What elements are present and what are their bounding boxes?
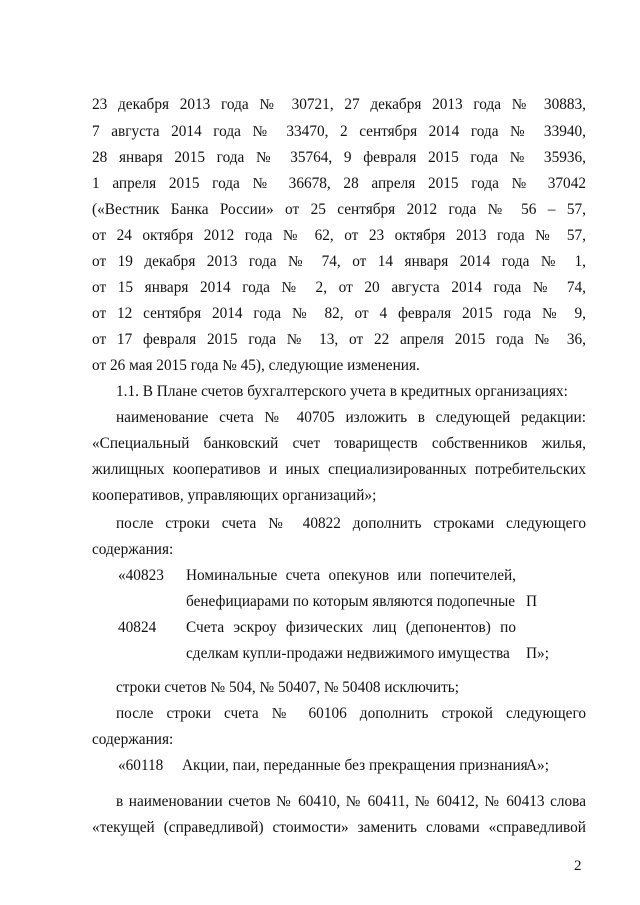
account-name: Номинальные счета опекунов или попечителей, — [186, 567, 516, 584]
text-line: «текущей (справедливой) стоимости» заменить словами «справедливой — [92, 819, 586, 836]
text-line: «Специальный банковский счет товариществ собственников жилья, — [92, 435, 586, 452]
text-line: жилищных кооперативов и иных специализированных потребительских — [92, 461, 586, 478]
account-type: П»; — [526, 645, 549, 662]
account-type: А»; — [526, 757, 549, 774]
text-line: после строки счета № 40822 дополнить строками следующего — [116, 515, 586, 532]
account-name: сделкам купли-продажи недвижимого имущества — [186, 645, 510, 662]
text-line: после строки счета № 60106 дополнить строкой следующего — [116, 705, 586, 722]
account-number: 40824 — [118, 619, 157, 636]
text-line: 28 января 2015 года № 35764, 9 февраля 2015 года № 35936, — [92, 149, 586, 166]
account-number: «60118 — [118, 757, 164, 774]
text-line: 23 декабря 2013 года № 30721, 27 декабря 2013 года № 30883, — [92, 96, 586, 113]
account-name: бенефициарами по которым являются подопечные — [186, 593, 516, 610]
page-number: 2 — [574, 858, 582, 874]
text-line: от 17 февраля 2015 года № 13, от 22 апреля 2015 года № 36, — [92, 331, 586, 348]
text-line: в наименовании счетов № 60410, № 60411, № 60412, № 60413 слова — [116, 793, 586, 810]
text-line: строки счетов № 504, № 50407, № 50408 исключить; — [116, 679, 460, 696]
text-line: от 19 декабря 2013 года № 74, от 14 января 2014 года № 1, — [92, 253, 586, 270]
text-line: от 26 мая 2015 года № 45), следующие изменения. — [92, 357, 420, 374]
text-line: от 15 января 2014 года № 2, от 20 августа 2014 года № 74, — [92, 279, 586, 296]
account-name: Акции, паи, переданные без прекращения признания — [182, 757, 528, 774]
section-heading: 1.1. В Плане счетов бухгалтерского учета в кредитных организациях: — [116, 383, 568, 400]
account-type: П — [526, 593, 538, 610]
text-line: содержания: — [92, 731, 174, 748]
text-line: 7 августа 2014 года № 33470, 2 сентября 2014 года № 33940, — [92, 123, 586, 140]
text-line: («Вестник Банка России» от 25 сентября 2012 года № 56 – 57, — [92, 201, 586, 218]
text-line: содержания: — [92, 541, 174, 558]
text-line: наименование счета № 40705 изложить в следующей редакции: — [116, 409, 586, 426]
text-line: от 12 сентября 2014 года № 82, от 4 февраля 2015 года № 9, — [92, 305, 586, 322]
account-name: Счета эскроу физических лиц (депонентов) по — [186, 619, 516, 636]
account-number: «40823 — [118, 567, 164, 584]
text-line: кооперативов, управляющих организаций»; — [92, 487, 377, 504]
text-line: от 24 октября 2012 года № 62, от 23 октября 2013 года № 57, — [92, 227, 586, 244]
text-line: 1 апреля 2015 года № 36678, 28 апреля 2015 года № 37042 — [92, 175, 586, 192]
